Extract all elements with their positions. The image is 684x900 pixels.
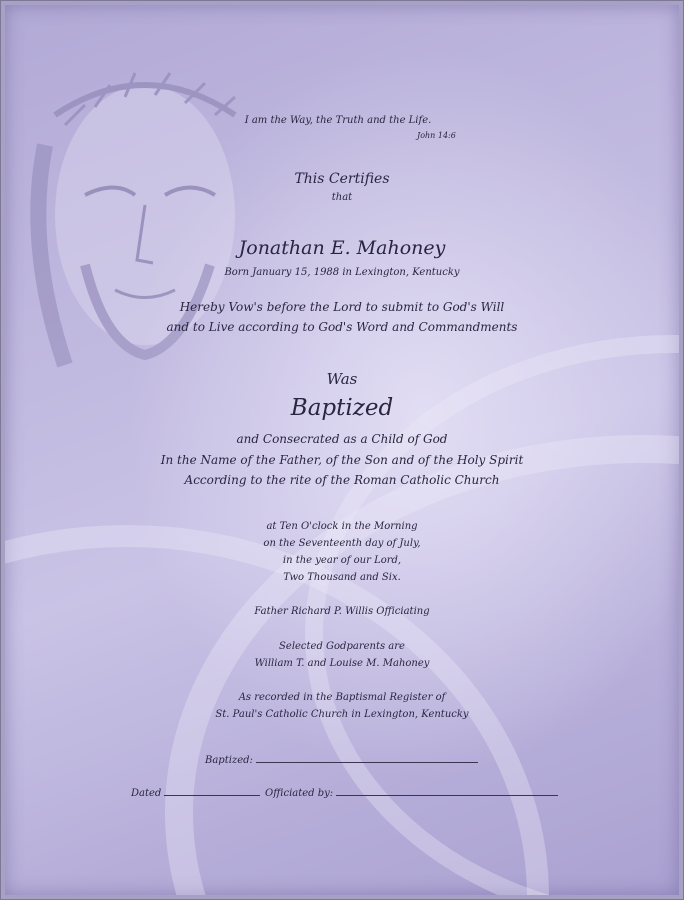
birth-details: Born January 15, 1988 in Lexington, Kentucky: [224, 267, 460, 278]
baptized-signature-label: Baptized:: [205, 755, 253, 766]
officiated-signature-line[interactable]: [336, 794, 558, 796]
baptized-signature-line[interactable]: [256, 761, 478, 763]
year-of-lord: in the year of our Lord,: [282, 555, 402, 566]
ceremony-year: Two Thousand and Six.: [283, 572, 401, 583]
scripture-reference: John 14:6: [417, 131, 456, 140]
that-text: that: [331, 192, 353, 203]
ceremony-time: at Ten O'clock in the Morning: [266, 521, 418, 532]
godparents-label: Selected Godparents are: [279, 641, 405, 652]
certificate-text: [5, 5, 679, 895]
certificate-paper: [5, 5, 679, 895]
dated-signature-row: [131, 788, 260, 799]
certifies-heading: This Certifies: [294, 171, 390, 187]
register-line-1: As recorded in the Baptismal Register of: [238, 692, 446, 703]
officiated-signature-row: [265, 788, 558, 799]
officiant-line: Father Richard P. Willis Officiating: [254, 606, 430, 617]
recipient-name: Jonathan E. Mahoney: [238, 237, 446, 259]
ceremony-day: on the Seventeenth day of July,: [263, 538, 421, 549]
vow-line-2: and to Live according to God's Word and Commandments: [166, 320, 518, 334]
dated-signature-line[interactable]: [164, 794, 260, 796]
officiated-label: Officiated by:: [265, 788, 334, 799]
rite-line: According to the rite of the Roman Catholic Church: [184, 473, 500, 487]
baptized-heading: Baptized: [290, 395, 394, 421]
register-line-2: St. Paul's Catholic Church in Lexington, Kentucky: [215, 709, 469, 720]
trinity-line: In the Name of the Father, of the Son and of the Holy Spirit: [160, 453, 524, 467]
godparents-names: William T. and Louise M. Mahoney: [254, 658, 430, 669]
vow-line-1: Hereby Vow's before the Lord to submit to God's Will: [179, 300, 505, 314]
baptized-signature-row: [205, 755, 478, 766]
consecrated-line: and Consecrated as a Child of God: [236, 432, 448, 446]
was-text: Was: [326, 370, 358, 388]
scripture-verse: I am the Way, the Truth and the Life.: [244, 115, 432, 126]
dated-label: Dated: [131, 788, 162, 799]
